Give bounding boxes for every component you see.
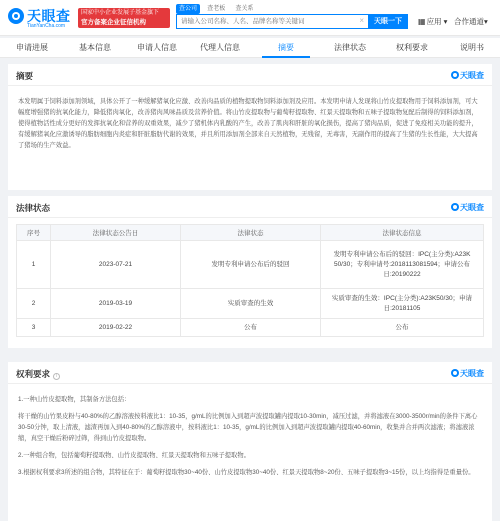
table-header-row <box>17 225 484 241</box>
tab-agent-info[interactable]: 代理人信息 <box>200 43 240 52</box>
row-no: 3 <box>17 319 51 337</box>
abstract-section <box>8 64 492 190</box>
col-date: 法律状态公告日 <box>51 225 181 241</box>
row-info: 公布 <box>321 319 484 337</box>
logo-eye-icon <box>451 369 459 377</box>
site-logo[interactable] <box>8 6 76 30</box>
claims-header <box>8 362 492 384</box>
table-row <box>17 241 484 289</box>
row-info: 发明专利申请公布后的驳回：IPC(主分类):A23K 50/30；专利申请号:2018113081594；申请公布日:20190222 <box>321 241 484 289</box>
tab-abstract[interactable]: 摘要 <box>252 38 320 58</box>
abstract-title: 摘要 <box>16 71 34 81</box>
legal-status-title: 法律状态 <box>16 203 51 213</box>
abstract-header <box>8 64 492 86</box>
tab-claims[interactable]: 权利要求 <box>396 43 428 52</box>
brand-text: 天眼查 <box>460 71 484 80</box>
row-status: 公布 <box>181 319 321 337</box>
logo-text: 天眼查 <box>27 8 71 24</box>
legal-status-section <box>8 196 492 348</box>
grid-icon: ▦ <box>418 17 426 26</box>
tab-legal-status[interactable]: 法律状态 <box>334 43 366 52</box>
abstract-text: 本发明属于饲料添加剂领域，具体公开了一种缓解猪氧化应激、改善肉品质的植物提取物饲料添加剂及应用。本发明申请人发现将山竹皮提取物用于饲料添加剂，可大幅度增强猪的抗氧化能力，降低猪肉氧化，改善猪肉风味品质及营养价值。将山竹皮提取物与葡萄籽提取物、红景天提取物和五味子提取物复配后制得的饲料添加剂，使得植物活性成分更好的发挥抗氧化和营养的双重效果，减少了猪机体内乳酸的产生，改善了肌肉和肝脏的氧化损伤，提高了猪肉品质，促进了免疫相关功能的提升，有缓解猪氧化应激诱导的脂肪细胞内炎症和肝脏脂肪代谢的效果，并且所用添加剂全部来自天然植物，无残留，无毒害，无副作用的提高了生猪的生长性能，大大提高了猪场的生产效益。 <box>18 98 478 149</box>
logo-eye-icon <box>451 71 459 79</box>
claim-item: 1.一种山竹皮提取物，其制备方法包括： <box>18 396 131 403</box>
search-tab-relation[interactable]: 查关系 <box>235 6 254 12</box>
logo-eye-icon <box>8 8 24 24</box>
row-date: 2019-02-22 <box>51 319 181 337</box>
claims-title <box>16 368 60 380</box>
row-info: 实质审查的生效：IPC(主分类):A23K50/30；申请日:20181105 <box>321 289 484 319</box>
brand-watermark <box>451 70 484 81</box>
top-header <box>0 0 500 36</box>
cooperation-menu[interactable] <box>454 16 488 27</box>
search-input[interactable] <box>177 15 352 28</box>
col-no: 序号 <box>17 225 51 241</box>
col-status: 法律状态 <box>181 225 321 241</box>
claims-section <box>8 362 492 521</box>
logo-eye-icon <box>451 203 459 211</box>
row-no: 1 <box>17 241 51 289</box>
table-row <box>17 319 484 337</box>
legal-status-header <box>8 196 492 218</box>
claim-item: 2.一种组合物，包括葡萄籽提取物、山竹皮提取物、红景天提取物和五味子提取物。 <box>18 452 250 459</box>
brand-text: 天眼查 <box>460 203 484 212</box>
tab-applicant-info[interactable]: 申请人信息 <box>137 43 177 52</box>
row-status: 实质审查的生效 <box>181 289 321 319</box>
info-icon[interactable]: i <box>53 373 60 380</box>
logo-subtext: TianYanCha.com <box>27 23 66 29</box>
claims-title-text: 权利要求 <box>16 369 51 379</box>
claim-item: 3.根据权利要求3所述的组合物，其特征在于：葡萄籽提取物30~40份、山竹皮提取物30~40份、红景天提取物8~20份、五味子提取物3~15份，以上均指得是重量份。 <box>18 469 475 476</box>
chevron-down-icon: ▾ <box>441 17 448 26</box>
row-date: 2019-03-19 <box>51 289 181 319</box>
promo-line-2: 官方备案企业征信机构 <box>81 19 146 26</box>
search-box <box>176 14 368 29</box>
search-tab-boss[interactable]: 查老板 <box>207 6 226 12</box>
col-info: 法律状态信息 <box>321 225 484 241</box>
search-button[interactable]: 天眼一下 <box>368 14 408 29</box>
table-row <box>17 289 484 319</box>
clear-icon[interactable]: × <box>359 16 364 25</box>
row-date: 2023-07-21 <box>51 241 181 289</box>
row-no: 2 <box>17 289 51 319</box>
app-menu[interactable] <box>418 16 447 27</box>
brand-text: 天眼查 <box>460 369 484 378</box>
tab-basic-info[interactable]: 基本信息 <box>79 43 111 52</box>
brand-watermark <box>451 202 484 213</box>
tab-description[interactable]: 说明书 <box>460 43 484 52</box>
section-nav <box>0 38 500 58</box>
chevron-down-icon: ▾ <box>484 17 488 26</box>
search-type-tabs <box>176 3 259 14</box>
app-label: 应用 <box>426 17 442 26</box>
tab-progress[interactable]: 申请进展 <box>16 43 48 52</box>
claims-text <box>8 384 492 478</box>
legal-status-table <box>16 224 484 337</box>
search-tab-company[interactable]: 查公司 <box>176 4 200 14</box>
row-status: 发明专利申请公布后的驳回 <box>181 241 321 289</box>
brand-watermark <box>451 368 484 379</box>
promo-line-1: 国家中小企业发展子基金旗下 <box>81 10 160 16</box>
claim-item: 将干燥的山竹果皮粉与40-80%的乙醇溶液按料液比1：10-35，g/mL的比例加入到超声波提取罐内提取10-30min，减压过滤，并将滤液在3000-3500r/min的条件下离心30-50分钟，取上清液，滤渣再加入到40-80%的乙醇溶液中，按料液比1：10-35，g/mL的比例加入到超声波提取罐内提取40-60min，收集并合并两次滤液；将滤液浓缩，真空干燥后粉碎过筛，得到山竹皮提取物。 <box>18 413 478 442</box>
cooperation-label: 合作通道 <box>454 17 484 26</box>
promo-badge[interactable] <box>78 8 170 28</box>
